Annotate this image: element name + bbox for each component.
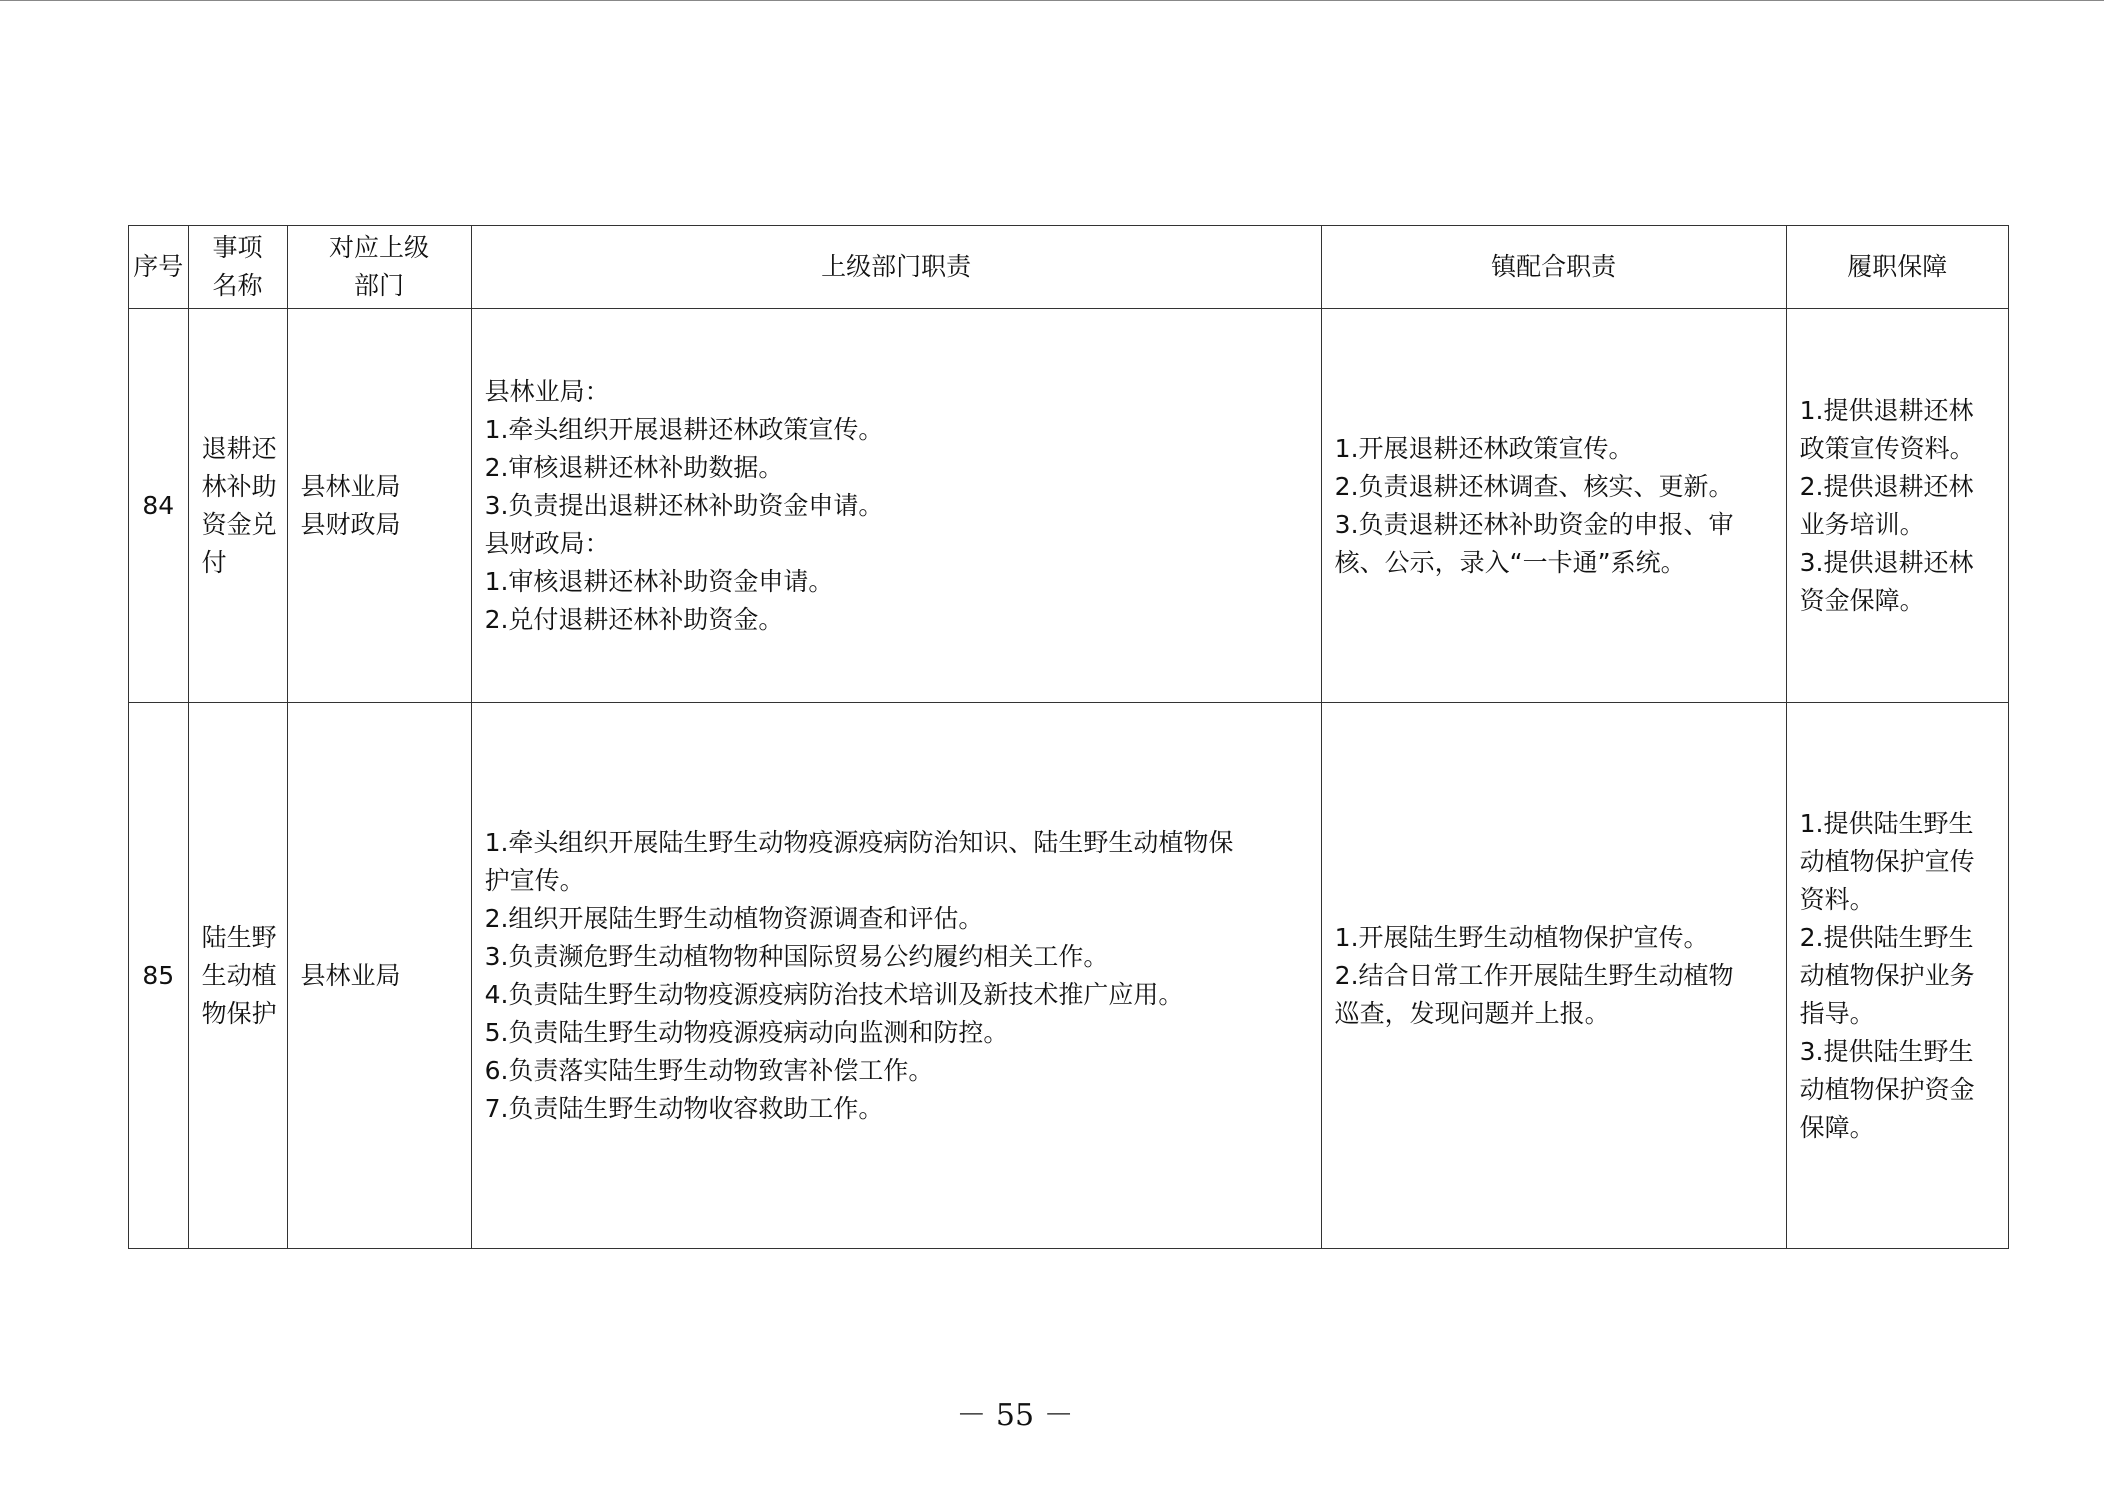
page-number: － 55 － <box>956 1398 1074 1433</box>
cell-upper-duty <box>471 309 1321 703</box>
cell-town-duty <box>1321 703 1786 1249</box>
upper-duty-line: 1.牵头组织开展陆生野生动物疫源疫病防治知识、陆生野生动植物保 <box>484 827 1234 857</box>
town-duty-line: 3.负责退耕还林补助资金的申报、审 <box>1334 509 1734 539</box>
page-top-border <box>0 0 2104 1</box>
upper-duty-line: 县财政局： <box>484 528 610 558</box>
dept-line: 县林业局 <box>300 471 401 501</box>
upper-duty-line: 县林业局： <box>484 376 610 406</box>
guarantee-line: 政策宣传资料。 <box>1799 433 1975 463</box>
town-duty-line: 1.开展退耕还林政策宣传。 <box>1334 433 1634 463</box>
upper-duty-line: 3.负责濒危野生动植物物种国际贸易公约履约相关工作。 <box>484 941 1109 971</box>
upper-duty-line: 3.负责提出退耕还林补助资金申请。 <box>484 490 884 520</box>
item-line: 付 <box>201 547 227 577</box>
upper-duty-line: 护宣传。 <box>484 865 585 895</box>
cell-town-duty <box>1321 309 1786 703</box>
header-dept <box>287 226 471 309</box>
town-duty-line: 核、公示，录入“一卡通”系统。 <box>1334 547 1686 577</box>
cell-dept <box>287 703 471 1249</box>
item-line: 物保护 <box>201 998 277 1028</box>
header-upper-duty: 上级部门职责 <box>471 226 1321 309</box>
upper-duty-line: 2.组织开展陆生野生动植物资源调查和评估。 <box>484 903 984 933</box>
guarantee-line: 资金保障。 <box>1799 585 1925 615</box>
header-seq: 序号 <box>129 226 189 309</box>
guarantee-line: 3.提供退耕还林 <box>1799 547 1974 577</box>
guarantee-line: 资料。 <box>1799 884 1875 914</box>
dept-line: 县林业局 <box>300 960 401 990</box>
item-line: 退耕还 <box>201 433 277 463</box>
upper-duty-line: 7.负责陆生野生动物收容救助工作。 <box>484 1093 884 1123</box>
cell-seq: 84 <box>129 309 189 703</box>
guarantee-line: 1.提供陆生野生 <box>1799 808 1974 838</box>
table-row <box>129 703 2009 1249</box>
guarantee-line: 指导。 <box>1799 998 1875 1028</box>
guarantee-line: 2.提供退耕还林 <box>1799 471 1974 501</box>
upper-duty-line: 2.兑付退耕还林补助资金。 <box>484 604 784 634</box>
guarantee-line: 2.提供陆生野生 <box>1799 922 1974 952</box>
upper-duty-line: 1.审核退耕还林补助资金申请。 <box>484 566 834 596</box>
guarantee-line: 动植物保护业务 <box>1799 960 1975 990</box>
header-dept-line: 部门 <box>354 271 405 300</box>
item-line: 林补助 <box>201 471 277 501</box>
upper-duty-line: 1.牵头组织开展退耕还林政策宣传。 <box>484 414 884 444</box>
town-duty-line: 2.负责退耕还林调查、核实、更新。 <box>1334 471 1734 501</box>
cell-dept <box>287 309 471 703</box>
town-duty-line: 2.结合日常工作开展陆生野生动植物 <box>1334 960 1734 990</box>
cell-item <box>188 309 287 703</box>
header-town-duty: 镇配合职责 <box>1321 226 1786 309</box>
upper-duty-line: 6.负责落实陆生野生动物致害补偿工作。 <box>484 1055 934 1085</box>
item-line: 生动植 <box>201 960 277 990</box>
upper-duty-line: 2.审核退耕还林补助数据。 <box>484 452 784 482</box>
guarantee-line: 3.提供陆生野生 <box>1799 1036 1974 1066</box>
guarantee-line: 业务培训。 <box>1799 509 1925 539</box>
header-guarantee: 履职保障 <box>1786 226 2008 309</box>
item-line: 陆生野 <box>201 922 277 952</box>
town-duty-line: 巡查，发现问题并上报。 <box>1334 998 1610 1028</box>
dept-line: 县财政局 <box>300 509 401 539</box>
cell-guarantee <box>1786 309 2008 703</box>
header-dept-line: 对应上级 <box>329 233 430 262</box>
guarantee-line: 保障。 <box>1799 1112 1875 1142</box>
cell-item <box>188 703 287 1249</box>
duty-table <box>128 225 2009 1249</box>
guarantee-line: 动植物保护宣传 <box>1799 846 1975 876</box>
guarantee-line: 1.提供退耕还林 <box>1799 395 1974 425</box>
item-line: 资金兑 <box>201 509 277 539</box>
upper-duty-line: 4.负责陆生野生动物疫源疫病防治技术培训及新技术推广应用。 <box>484 979 1184 1009</box>
header-item-line: 名称 <box>212 271 263 300</box>
header-item-line: 事项 <box>212 233 263 262</box>
header-item <box>188 226 287 309</box>
guarantee-line: 动植物保护资金 <box>1799 1074 1975 1104</box>
cell-seq: 85 <box>129 703 189 1249</box>
town-duty-line: 1.开展陆生野生动植物保护宣传。 <box>1334 922 1709 952</box>
table-row <box>129 309 2009 703</box>
table-header-row <box>129 226 2009 309</box>
upper-duty-line: 5.负责陆生野生动物疫源疫病动向监测和防控。 <box>484 1017 1009 1047</box>
cell-upper-duty <box>471 703 1321 1249</box>
cell-guarantee <box>1786 703 2008 1249</box>
